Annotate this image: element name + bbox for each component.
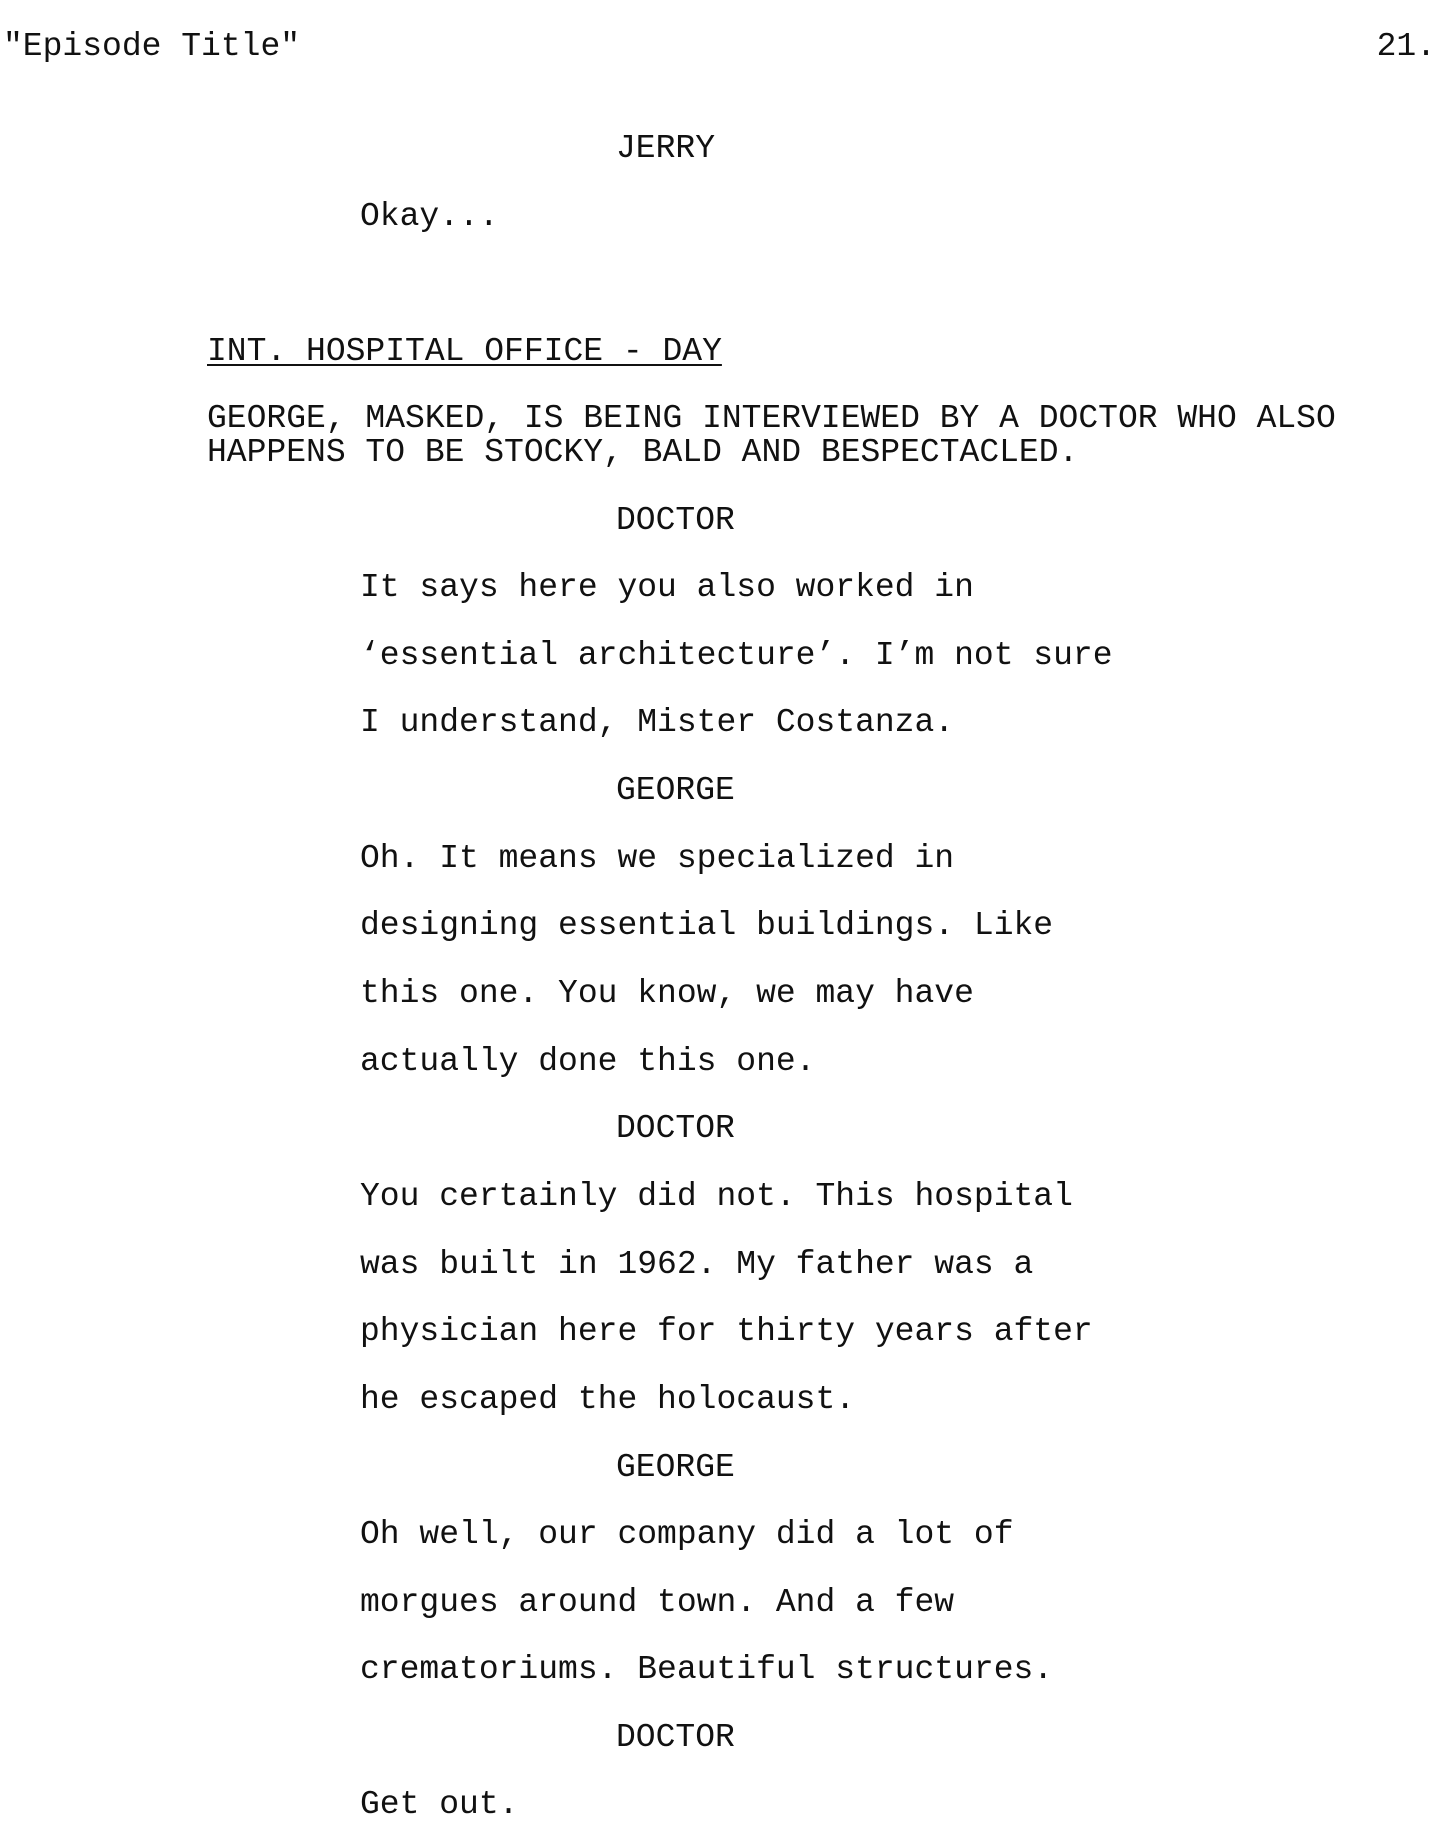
- dialogue-line: was built in 1962. My father was a: [360, 1246, 1034, 1283]
- character-name-doctor: DOCTOR: [616, 1719, 735, 1756]
- dialogue-line: Oh. It means we specialized in: [360, 840, 955, 877]
- character-name-jerry: JERRY: [616, 130, 716, 167]
- dialogue-line: Okay...: [360, 198, 499, 235]
- dialogue-line: morgues around town. And a few: [360, 1584, 955, 1621]
- dialogue-line: he escaped the holocaust.: [360, 1381, 856, 1418]
- dialogue-line: ‘essential architecture’. I’m not sure: [360, 637, 1113, 674]
- action-line: HAPPENS TO BE STOCKY, BALD AND BESPECTACLED.: [207, 434, 1079, 471]
- page-number: 21.: [1376, 28, 1436, 65]
- character-name-doctor: DOCTOR: [616, 1110, 735, 1147]
- dialogue-line: I understand, Mister Costanza.: [360, 704, 955, 741]
- dialogue-line: Get out.: [360, 1786, 519, 1823]
- dialogue-line: It says here you also worked in: [360, 569, 974, 606]
- character-name-doctor: DOCTOR: [616, 502, 735, 539]
- character-name-george: GEORGE: [616, 1449, 735, 1486]
- character-name-george: GEORGE: [616, 772, 735, 809]
- dialogue-line: crematoriums. Beautiful structures.: [360, 1651, 1054, 1688]
- scene-heading: INT. HOSPITAL OFFICE - DAY: [207, 333, 722, 370]
- dialogue-line: actually done this one.: [360, 1043, 816, 1080]
- dialogue-line: designing essential buildings. Like: [360, 907, 1054, 944]
- dialogue-line: You certainly did not. This hospital: [360, 1178, 1073, 1215]
- dialogue-line: physician here for thirty years after: [360, 1313, 1093, 1350]
- dialogue-line: Oh well, our company did a lot of: [360, 1516, 1014, 1553]
- episode-title-header: "Episode Title": [3, 28, 301, 65]
- action-line: GEORGE, MASKED, IS BEING INTERVIEWED BY A DOCTOR WHO ALSO: [207, 400, 1336, 437]
- dialogue-line: this one. You know, we may have: [360, 975, 974, 1012]
